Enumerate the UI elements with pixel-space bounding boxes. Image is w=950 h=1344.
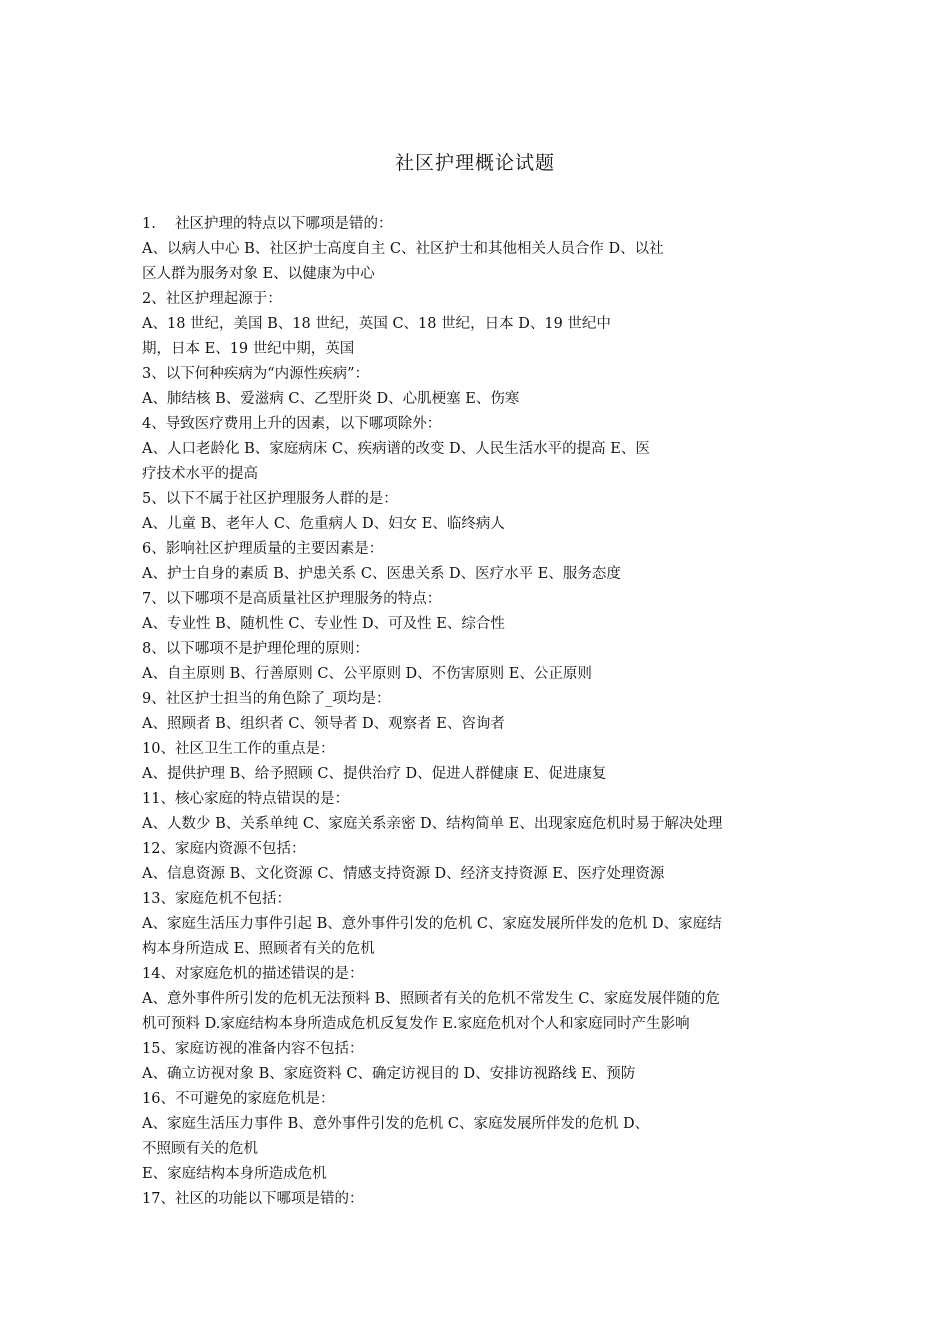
text-line: 期，日本 E、19 世纪中期，英国 <box>142 341 355 357</box>
text-line: 区人群为服务对象 E、以健康为中心 <box>142 266 375 282</box>
text-line: 11、核心家庭的特点错误的是： <box>142 791 349 807</box>
text-line: 不照顾有关的危机 <box>142 1141 258 1157</box>
text-line: 5、以下不属于社区护理服务人群的是： <box>142 491 398 507</box>
question-list <box>142 212 812 1212</box>
text-line: A、以病人中心 B、社区护士高度自主 C、社区护士和其他相关人员合作 D、以社 <box>142 241 664 257</box>
text-line: 10、社区卫生工作的重点是： <box>142 741 335 757</box>
text-line: A、提供护理 B、给予照顾 C、提供治疗 D、促进人群健康 E、促进康复 <box>142 766 607 782</box>
text-line: A、信息资源 B、文化资源 C、情感支持资源 D、经济支持资源 E、医疗处理资源 <box>142 866 665 882</box>
text-line: 12、家庭内资源不包括： <box>142 841 306 857</box>
text-line: A、家庭生活压力事件 B、意外事件引发的危机 C、家庭发展所伴发的危机 D、 <box>142 1116 650 1132</box>
text-line: A、自主原则 B、行善原则 C、公平原则 D、不伤害原则 E、公正原则 <box>142 666 592 682</box>
text-line: 14、对家庭危机的描述错误的是： <box>142 966 364 982</box>
text-line: A、人数少 B、关系单纯 C、家庭关系亲密 D、结构简单 E、出现家庭危机时易于解决处理 <box>142 816 723 832</box>
text-line: 7、以下哪项不是高质量社区护理服务的特点： <box>142 591 442 607</box>
text-line: A、肺结核 B、爱滋病 C、乙型肝炎 D、心肌梗塞 E、伤寒 <box>142 391 520 407</box>
text-line: A、意外事件所引发的危机无法预料 B、照顾者有关的危机不常发生 C、家庭发展伴随的危 <box>142 991 720 1007</box>
text-line: 4、导致医疗费用上升的因素，以下哪项除外： <box>142 416 442 432</box>
text-line: 15、家庭访视的准备内容不包括： <box>142 1041 364 1057</box>
text-line: A、照顾者 B、组织者 C、领导者 D、观察者 E、咨询者 <box>142 716 505 732</box>
text-line: E、家庭结构本身所造成危机 <box>142 1166 327 1182</box>
text-line: A、18 世纪，美国 B、18 世纪，英国 C、18 世纪，日本 D、19 世纪中 <box>142 316 611 332</box>
text-line: 3、以下何种疾病为“内源性疾病”： <box>142 366 370 382</box>
text-line: 疗技术水平的提高 <box>142 466 258 482</box>
text-line: 16、不可避免的家庭危机是： <box>142 1091 335 1107</box>
text-line: 6、影响社区护理质量的主要因素是： <box>142 541 384 557</box>
text-line: 13、家庭危机不包括： <box>142 891 291 907</box>
text-line: A、儿童 B、老年人 C、危重病人 D、妇女 E、临终病人 <box>142 516 505 532</box>
text-line: 构本身所造成 E、照顾者有关的危机 <box>142 941 375 957</box>
text-line: 机可预料 D.家庭结构本身所造成危机反复发作 E.家庭危机对个人和家庭同时产生影响 <box>142 1016 690 1032</box>
text-line: A、护士自身的素质 B、护患关系 C、医患关系 D、医疗水平 E、服务态度 <box>142 566 621 582</box>
text-line: 9、社区护士担当的角色除了_项均是： <box>142 691 391 707</box>
text-line: 2、社区护理起源于： <box>142 291 282 307</box>
document-title: 社区护理概论试题 <box>394 152 555 174</box>
text-line: 1. 社区护理的特点以下哪项是错的： <box>142 216 393 232</box>
text-line: 8、以下哪项不是护理伦理的原则： <box>142 641 369 657</box>
text-line: A、确立访视对象 B、家庭资料 C、确定访视目的 D、安排访视路线 E、预防 <box>142 1066 636 1082</box>
text-line: 17、社区的功能以下哪项是错的： <box>142 1191 364 1207</box>
text-line: A、专业性 B、随机性 C、专业性 D、可及性 E、综合性 <box>142 616 505 632</box>
text-line: A、家庭生活压力事件引起 B、意外事件引发的危机 C、家庭发展所伴发的危机 D、家庭结 <box>142 916 722 932</box>
text-line: A、人口老龄化 B、家庭病床 C、疾病谱的改变 D、人民生活水平的提高 E、医 <box>142 441 650 457</box>
